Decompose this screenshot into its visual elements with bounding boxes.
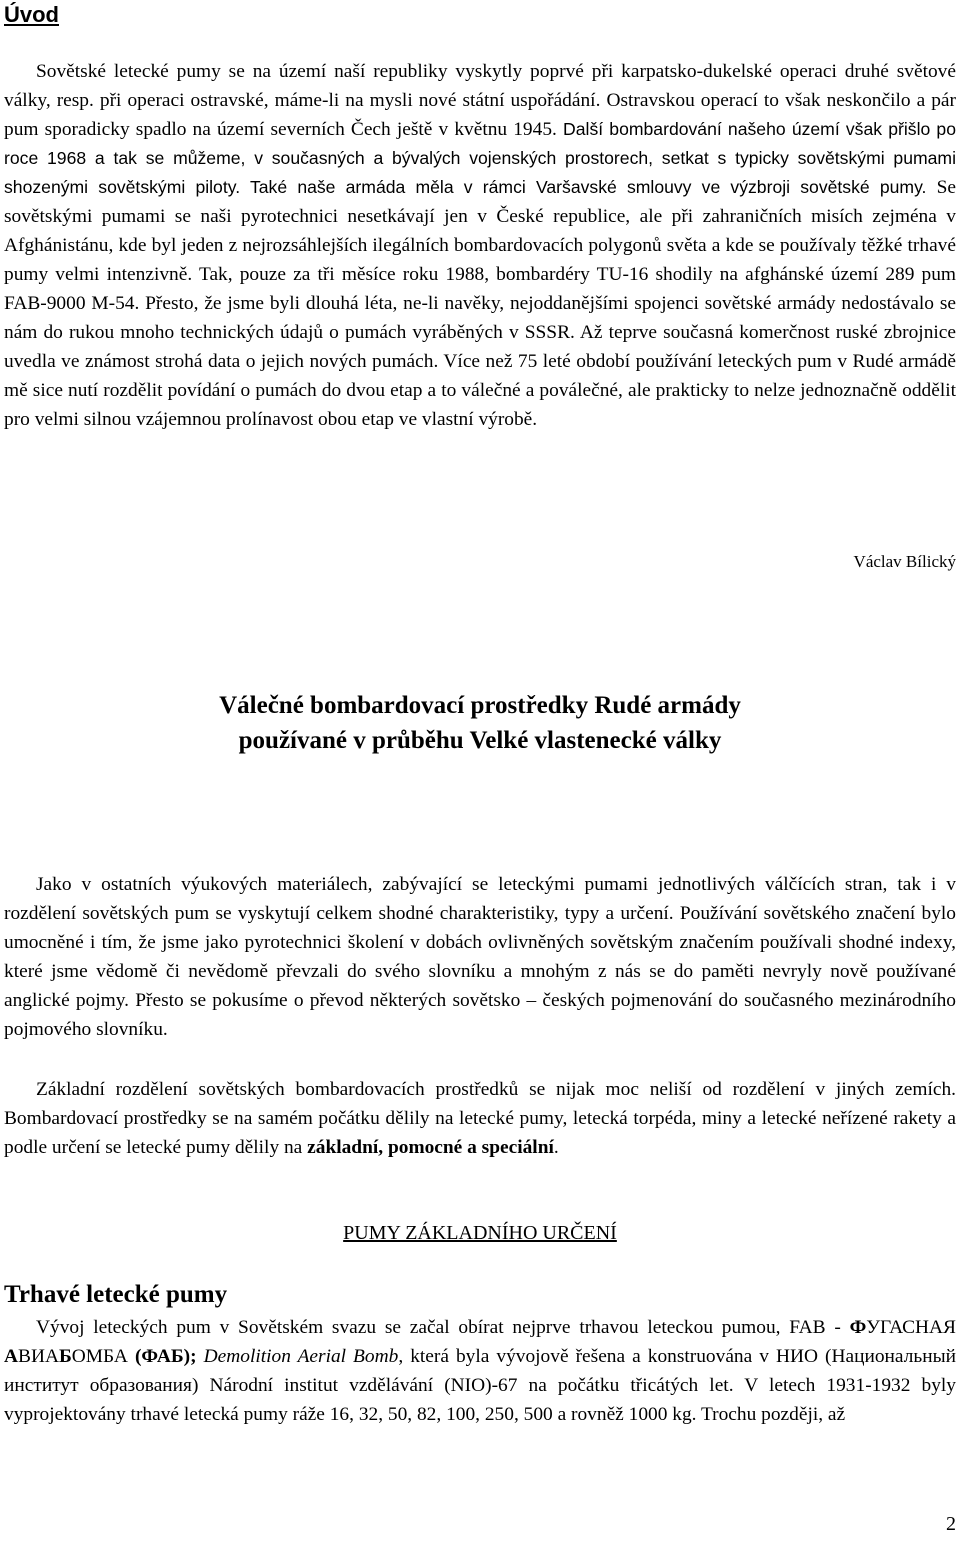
heading-uvod: Úvod (4, 2, 59, 27)
intro-text-part2: Další bombardování našeho území však přišlo po roce 1968 a tak se můžeme, v současných a bývalých vojenských prostorech, setkat s typicky sovětskými pumami shozenými sovětskými piloty. Také naše armáda měla v rámci Varšavské smlouvy ve výzbroji sovětské pumy. (4, 119, 957, 197)
section-title-line1: Válečné bombardovací prostředky Rudé armády (219, 692, 741, 719)
english-name: Demolition Aerial Bomb (196, 1346, 399, 1367)
russian-name-part-6: ОМБА (71, 1346, 128, 1367)
section-title (0, 688, 960, 758)
body-paragraph-3-start: Vývoj leteckých pum v Sovětském svazu se začal obírat nejprve trhavou leteckou pumou, FAB - (36, 1317, 850, 1338)
intro-paragraph (4, 57, 956, 434)
intro-text-part4: Tak, pouze za tři měsíce roku 1988, bombardéry TU-16 shodily na afghánské území 289 pum FAB-9000 M-54. Přesto, že jsme byli dlouhá léta, ne-li navěky, nejoddanějšími spojenci sovětské armády nedostávalo se nám do rukou mnoho technických údajů o pumách vyráběných v SSSR. Až teprve současná komerčnost ruské zbrojnice uvedla ve známost strohá data o jejich nových pumách. Více než 75 leté období používání leteckých pum v Rudé armádě mě sice nutí rozdělit povídání o pumách do dvou etap a to válečné a poválečné, ale prakticky to nelze jednoznačně oddělit pro velmi silnou vzájemnou prolínavost obou etap ve vlastní výrobě. (4, 264, 957, 430)
body-paragraph-2 (4, 1075, 956, 1162)
russian-name-initial-3: А (4, 1346, 19, 1367)
body-paragraph-1: Jako v ostatních výukových materiálech, zabývající se leteckými pumami jednotlivých válčících stran, tak i v rozdělení sovětských pum se vyskytují celkem shodné charakteristiky, typy a určení. Používání sovětského značení bylo umocněné i tím, že jsme jako pyrotechnici školení v dobách ovlivněných sovětským značením používali shodné indexy, které jsme vědomě či nevědomě převzali do svého slovníku a mnohým z nás se do paměti nevryly nově používané anglické pojmy. Přesto se pokusíme o převod některých sovětsko – českých pojmenování do současného mezinárodního pojmového slovníku. (4, 874, 956, 1040)
intro-text-part3: Se sovětskými pumami se naši pyrotechnici nesetkávají jen v České republice, ale při zahraničních misích zejména v Afghánistánu, kde byl jeden z nejrozsáhlejších ilegálních bombardovacích polygonů světa a kde se používaly těžké trhavé pumy velmi intenzivně. (4, 177, 956, 285)
page-number: 2 (946, 1513, 956, 1535)
subheading-trhave-pumy: Trhavé letecké pumy (4, 1281, 228, 1308)
section-title-line2: používané v průběhu Velké vlastenecké války (238, 727, 722, 754)
body-paragraph-3-rest: , která byla vývojově řešena a konstruována v НИО (Национальный институт образования) Národní institut vzdělávání (NIO)-67 na počátku třicátých let. V letech 1931-1932 byly vyprojektovány trhavé letecká pumy ráže 16, 32, 50, 82, 100, 250, 500 a rovněž 1000 kg. Trochu později, až (4, 1346, 956, 1425)
caps-section-title (0, 1218, 960, 1248)
body-paragraph-2-text: Základní rozdělení sovětských bombardovacích prostředků se nijak moc neliší od rozdělení v jiných zemích. Bombardovací prostředky se na samém počátku dělily na letecké pumy, letecká torpéda, miny a letecké neřízené rakety a podle určení se letecké pumy dělily na (4, 1079, 956, 1158)
russian-abbreviation: (ФАБ); (127, 1346, 197, 1367)
caps-section-title-text: PUMY ZÁKLADNÍHO URČENÍ (343, 1222, 617, 1244)
russian-name-part-2: УГАСНАЯ (866, 1317, 956, 1338)
intro-text-part1: Sovětské letecké pumy se na území naší republiky vyskytly poprvé při karpatsko-dukelské operaci druhé světové války, resp. při operaci ostravské, máme-li na mysli nové státní uspořádání. Ostravskou operací to však neskončilo a pár pum sporadicky spadlo na území severních Čech ještě v květnu 1945. (4, 61, 956, 140)
russian-name-initial-5: Б (58, 1346, 72, 1367)
russian-name-part-4: ВИА (18, 1346, 59, 1367)
body-paragraph-3 (4, 1313, 956, 1429)
author-signature: Václav Bílický (853, 552, 956, 571)
body-paragraph-2-end: . (553, 1137, 559, 1158)
body-paragraph-2-bold: základní, pomocné a speciální (307, 1137, 554, 1158)
russian-name-initial-1: Ф (849, 1317, 867, 1338)
